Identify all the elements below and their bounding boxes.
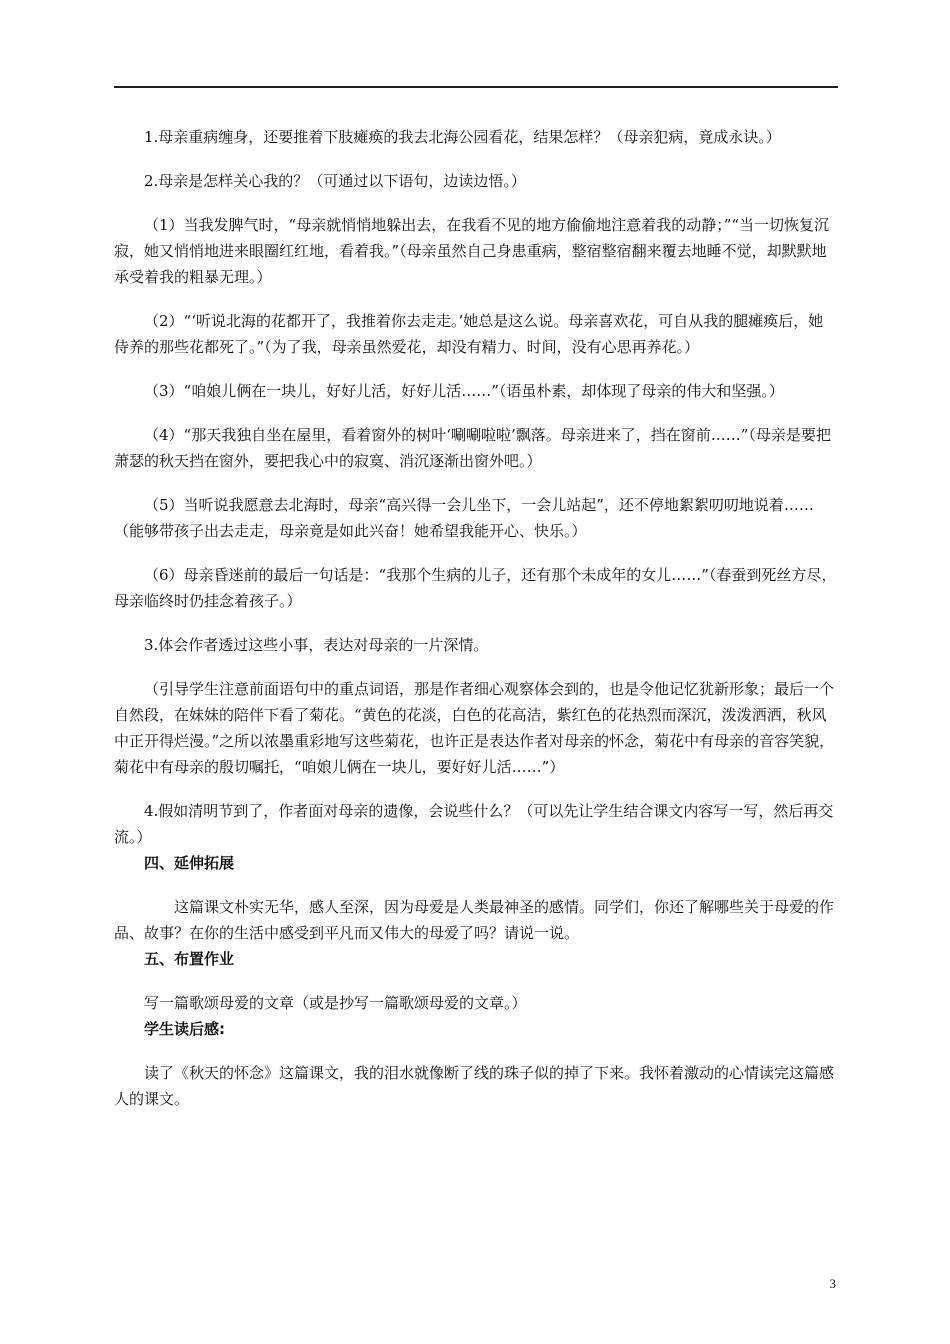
paragraph-point-2: （2）“‘听说北海的花都开了，我推着你去走走。’她总是这么说。母亲喜欢花，可自从我的腿瘫痪后，她侍养的那些花都死了。”（为了我，母亲虽然爱花，却没有精力、时间，没有心思再养花。） bbox=[114, 312, 824, 356]
page-number: 3 bbox=[829, 1276, 836, 1291]
paragraph-question-3: 3.体会作者透过这些小事，表达对母亲的一片深情。 bbox=[144, 636, 489, 654]
paragraph-question-4: 4.假如清明节到了，作者面对母亲的遗像，会说些什么？（可以先让学生结合课文内容写一写，然后再交流。） bbox=[114, 802, 834, 846]
paragraph-extension: 这篇课文朴实无华，感人至深，因为母爱是人类最神圣的感情。同学们，你还了解哪些关于母爱的作品、故事？在你的生活中感受到平凡而又伟大的母爱了吗？请说一说。 bbox=[114, 898, 835, 942]
paragraph-point-1: （1）当我发脾气时，“母亲就悄悄地躲出去，在我看不见的地方偷偷地注意着我的动静；”“当一切恢复沉寂，她又悄悄地进来眼圈红红地，看着我。”（母亲虽然自己身患重病，整宿整宿翻来覆去地睡不觉，却默默地承受着我的粗暴无理。） bbox=[114, 216, 830, 286]
section-heading-extension: 四、延伸拓展 bbox=[144, 854, 235, 872]
paragraph-point-5: （5）当听说我愿意去北海时，母亲“高兴得一会儿坐下，一会儿站起”，还不停地絮絮叨叨地说着……（能够带孩子出去走走，母亲竟是如此兴奋！她希望我能开心、快乐。） bbox=[114, 496, 814, 540]
section-heading-reflection: 学生读后感: bbox=[144, 1020, 225, 1038]
document-body bbox=[114, 124, 838, 1112]
paragraph-point-4: （4）“那天我独自坐在屋里，看着窗外的树叶‘唰唰啦啦’飘落。母亲进来了，挡在窗前……”（母亲是要把萧瑟的秋天挡在窗外，要把我心中的寂寞、消沉逐渐出窗外吧。） bbox=[114, 426, 831, 470]
paragraph-question-1: 1.母亲重病缠身，还要推着下肢瘫痪的我去北海公园看花，结果怎样？（母亲犯病，竟成永诀。） bbox=[144, 128, 781, 146]
paragraph-guidance: （引导学生注意前面语句中的重点词语，那是作者细心观察体会到的，也是令他记忆犹新形象；最后一个自然段，在妹妹的陪伴下看了菊花。“黄色的花淡，白色的花高洁，紫红色的花热烈而深沉，泼泼洒洒，秋风中正开得烂漫。”之所以浓墨重彩地写这些菊花，也许正是表达作者对母亲的怀念，菊花中有母亲的音容笑貌，菊花中有母亲的殷切嘱托，“咱娘儿俩在一块儿，要好好儿活……”） bbox=[114, 680, 835, 776]
section-heading-homework: 五、布置作业 bbox=[144, 950, 235, 968]
paragraph-question-2: 2.母亲是怎样关心我的？（可通过以下语句，边读边悟。） bbox=[144, 172, 526, 190]
paragraph-point-3: （3）“咱娘儿俩在一块儿，好好儿活，好好儿活……”（语虽朴素，却体现了母亲的伟大和坚强。） bbox=[144, 382, 784, 400]
paragraph-reflection: 读了《秋天的怀念》这篇课文，我的泪水就像断了线的珠子似的掉了下来。我怀着激动的心情读完这篇感人的课文。 bbox=[114, 1064, 835, 1108]
paragraph-point-6: （6）母亲昏迷前的最后一句话是：“我那个生病的儿子，还有那个未成年的女儿……”（春蚕到死丝方尽，母亲临终时仍挂念着孩子。） bbox=[114, 566, 837, 610]
header-rule bbox=[114, 86, 838, 88]
paragraph-homework: 写一篇歌颂母爱的文章（或是抄写一篇歌颂母爱的文章。） bbox=[144, 994, 527, 1012]
